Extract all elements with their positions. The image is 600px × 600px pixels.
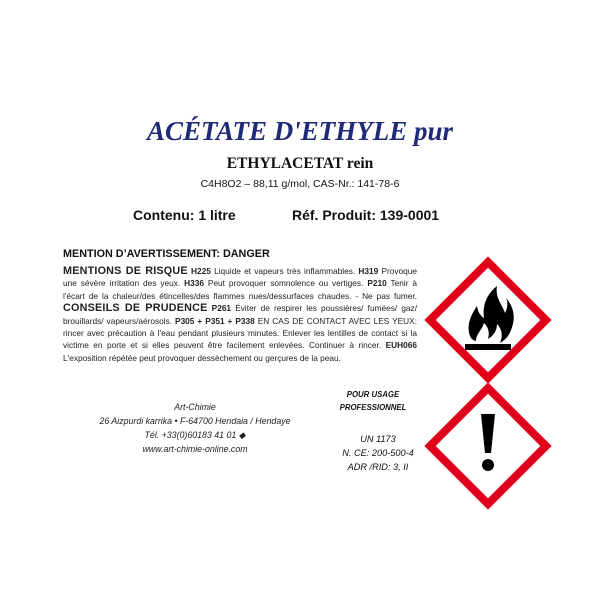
h225-text: Liquide et vapeurs très inflammables.: [214, 266, 356, 276]
p305-code: P305 + P351 + P338: [175, 315, 255, 326]
formula-line: C4H8O2 – 88,11 g/mol, CAS-Nr.: 141-78-6: [200, 178, 400, 190]
hazard-heading: MENTIONS DE RISQUE: [63, 265, 188, 277]
p210-text: Tenir à l'écart de la chaleur/des étincelles/des flammes nues/dessurfaces chaudes. - Ne pas fumer.: [63, 278, 418, 301]
flame-icon: [430, 262, 546, 378]
company-address: 26 Aizpurdi karrika • F-64700 Hendaia / Hendaye: [99, 416, 291, 426]
signal-word: MENTION D’AVERTISSEMENT: DANGER: [63, 248, 270, 260]
precaution-heading: CONSEILS DE PRUDENCE: [63, 302, 208, 315]
contents-volume: Contenu: 1 litre: [133, 207, 236, 223]
company-website: www.art-chimie-online.com: [142, 444, 248, 454]
un-number: UN 1173: [360, 434, 396, 444]
company-name: Art-Chimie: [174, 402, 216, 412]
adr-rid-class: ADR /RID: 3, II: [347, 462, 409, 472]
company-phone: Tél. +33(0)60183 41 01 ◆: [144, 430, 246, 440]
usage-line-2: PROFESSIONNEL: [339, 402, 407, 412]
product-title: ACÉTATE D'ETHYLE pur: [146, 116, 454, 146]
h336-text: Peut provoquer somnolence ou vertiges.: [207, 278, 364, 289]
usage-line-1: POUR USAGE: [346, 390, 400, 399]
h225-code: H225: [191, 266, 211, 276]
exclamation-icon: [430, 388, 546, 504]
h336-code: H336: [184, 278, 204, 289]
h319-code: H319: [358, 266, 379, 276]
product-reference: Réf. Produit: 139-0001: [292, 207, 440, 223]
p261-text: Éviter de respirer les poussières/ fumées/ gaz/ brouillards/ vapeurs/aérosols.: [63, 303, 418, 326]
p261-code: P261: [211, 303, 232, 314]
p210-code: P210: [367, 278, 387, 289]
product-subtitle: ETHYLACETAT rein: [226, 155, 374, 172]
euh066-code: EUH066: [385, 340, 417, 351]
ec-number: N. CE: 200-500-4: [342, 448, 414, 458]
euh066-text: L'exposition répétée peut provoquer dessèchement ou gerçures de la peau.: [63, 352, 341, 363]
h319-text: Provoque une sévère irritation des yeux.: [63, 266, 417, 289]
p305-text: EN CAS DE CONTACT AVEC LES YEUX: rincer avec précaution à l'eau pendant plusieurs minutes. Enlever les lentilles de contact si la victime en porte et si elles peuvent être facilement enlevées. Continuer à rincer.: [63, 315, 417, 351]
